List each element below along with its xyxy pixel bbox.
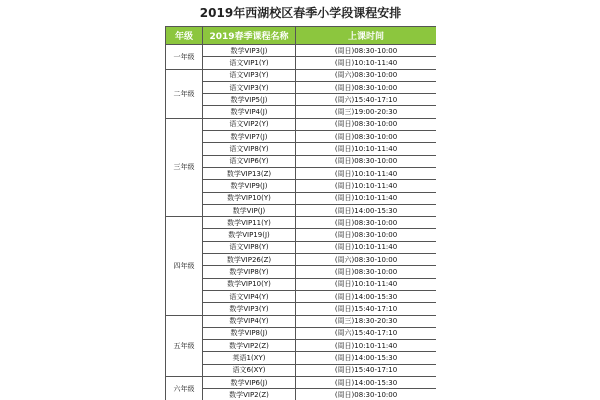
class-time-cell: (周日)10:10-11:40 xyxy=(296,57,437,69)
schedule-sheet xyxy=(165,0,436,400)
class-time-cell: (周日)10:10-11:40 xyxy=(296,180,437,192)
class-time-cell: (周日)08:30-10:00 xyxy=(296,155,437,167)
class-time-cell: (周日)14:00-15:30 xyxy=(296,290,437,302)
course-name-cell: 语文VIP3(Y) xyxy=(203,69,296,81)
class-time-cell: (周日)10:10-11:40 xyxy=(296,278,437,290)
table-row xyxy=(166,192,437,204)
course-name-cell: 数学VIP19(J) xyxy=(203,229,296,241)
table-row xyxy=(166,155,437,167)
course-name-cell: 数学VIP9(J) xyxy=(203,180,296,192)
course-name-cell: 数学VIP7(J) xyxy=(203,131,296,143)
table-row xyxy=(166,364,437,376)
table-row xyxy=(166,118,437,130)
course-name-cell: 数学VIP(J) xyxy=(203,204,296,216)
header-grade: 年级 xyxy=(166,27,203,45)
course-name-cell: 语文VIP2(Y) xyxy=(203,118,296,130)
class-time-cell: (周日)15:40-17:10 xyxy=(296,303,437,315)
class-time-cell: (周日)08:30-10:00 xyxy=(296,118,437,130)
table-row xyxy=(166,389,437,400)
table-row xyxy=(166,352,437,364)
grade-cell: 一年级 xyxy=(166,45,203,70)
page-title: 2019年西湖校区春季小学段课程安排 xyxy=(199,6,402,20)
course-name-cell: 数学VIP4(Y) xyxy=(203,315,296,327)
class-time-cell: (周日)15:40-17:10 xyxy=(296,364,437,376)
class-time-cell: (周日)14:00-15:30 xyxy=(296,377,437,389)
schedule-table xyxy=(165,26,436,400)
course-name-cell: 数学VIP26(Z) xyxy=(203,254,296,266)
class-time-cell: (周日)08:30-10:00 xyxy=(296,266,437,278)
table-row xyxy=(166,377,437,389)
course-name-cell: 数学VIP8(J) xyxy=(203,327,296,339)
course-name-cell: 数学VIP11(Y) xyxy=(203,217,296,229)
table-row xyxy=(166,315,437,327)
table-row xyxy=(166,229,437,241)
class-time-cell: (周日)08:30-10:00 xyxy=(296,389,437,400)
course-name-cell: 语文VIP8(Y) xyxy=(203,143,296,155)
table-row xyxy=(166,254,437,266)
class-time-cell: (周日)08:30-10:00 xyxy=(296,217,437,229)
table-row xyxy=(166,204,437,216)
course-name-cell: 语文VIP6(Y) xyxy=(203,155,296,167)
table-row xyxy=(166,131,437,143)
table-row xyxy=(166,106,437,118)
table-row xyxy=(166,217,437,229)
header-row xyxy=(166,27,437,45)
table-row xyxy=(166,57,437,69)
table-row xyxy=(166,241,437,253)
class-time-cell: (周六)08:30-10:00 xyxy=(296,69,437,81)
course-name-cell: 数学VIP2(Z) xyxy=(203,340,296,352)
table-row xyxy=(166,94,437,106)
table-row xyxy=(166,340,437,352)
header-course-name: 2019春季课程名称 xyxy=(203,27,296,45)
class-time-cell: (周日)10:10-11:40 xyxy=(296,192,437,204)
class-time-cell: (周日)08:30-10:00 xyxy=(296,81,437,93)
course-name-cell: 数学VIP2(Z) xyxy=(203,389,296,400)
class-time-cell: (周日)10:10-11:40 xyxy=(296,143,437,155)
table-row xyxy=(166,45,437,57)
course-name-cell: 语文6(XY) xyxy=(203,364,296,376)
course-name-cell: 数学VIP4(J) xyxy=(203,106,296,118)
grade-cell: 三年级 xyxy=(166,118,203,216)
course-name-cell: 数学VIP3(J) xyxy=(203,45,296,57)
course-name-cell: 语文VIP1(Y) xyxy=(203,57,296,69)
class-time-cell: (周三)18:30-20:30 xyxy=(296,315,437,327)
grade-cell: 四年级 xyxy=(166,217,203,315)
grade-cell: 二年级 xyxy=(166,69,203,118)
course-name-cell: 英语1(XY) xyxy=(203,352,296,364)
class-time-cell: (周日)08:30-10:00 xyxy=(296,229,437,241)
course-name-cell: 语文VIP8(Y) xyxy=(203,241,296,253)
grade-cell: 五年级 xyxy=(166,315,203,376)
course-name-cell: 数学VIP10(Y) xyxy=(203,192,296,204)
course-name-cell: 数学VIP13(Z) xyxy=(203,167,296,179)
table-row xyxy=(166,81,437,93)
course-name-cell: 数学VIP6(J) xyxy=(203,377,296,389)
class-time-cell: (周日)08:30-10:00 xyxy=(296,45,437,57)
header-class-time: 上课时间 xyxy=(296,27,437,45)
course-name-cell: 数学VIP8(Y) xyxy=(203,266,296,278)
class-time-cell: (周日)14:00-15:30 xyxy=(296,352,437,364)
class-time-cell: (周六)08:30-10:00 xyxy=(296,254,437,266)
schedule-body xyxy=(166,45,437,400)
course-name-cell: 语文VIP3(Y) xyxy=(203,81,296,93)
table-row xyxy=(166,278,437,290)
table-row xyxy=(166,143,437,155)
course-name-cell: 数学VIP3(Y) xyxy=(203,303,296,315)
course-name-cell: 语文VIP4(Y) xyxy=(203,290,296,302)
class-time-cell: (周三)19:00-20:30 xyxy=(296,106,437,118)
table-row xyxy=(166,266,437,278)
course-name-cell: 数学VIP10(Y) xyxy=(203,278,296,290)
course-name-cell: 数学VIP5(J) xyxy=(203,94,296,106)
table-row xyxy=(166,69,437,81)
class-time-cell: (周日)10:10-11:40 xyxy=(296,340,437,352)
table-row xyxy=(166,290,437,302)
class-time-cell: (周日)10:10-11:40 xyxy=(296,241,437,253)
table-row xyxy=(166,303,437,315)
grade-cell: 六年级 xyxy=(166,377,203,400)
table-row xyxy=(166,167,437,179)
class-time-cell: (周六)15:40-17:10 xyxy=(296,94,437,106)
class-time-cell: (周日)10:10-11:40 xyxy=(296,167,437,179)
class-time-cell: (周六)15:40-17:10 xyxy=(296,327,437,339)
table-row xyxy=(166,327,437,339)
table-row xyxy=(166,180,437,192)
class-time-cell: (周日)14:00-15:30 xyxy=(296,204,437,216)
class-time-cell: (周日)08:30-10:00 xyxy=(296,131,437,143)
